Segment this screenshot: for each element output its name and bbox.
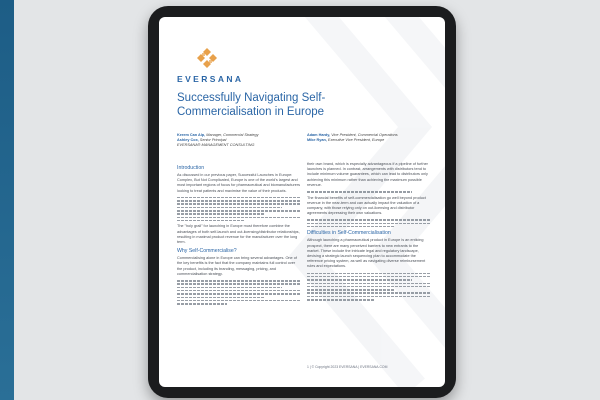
- body-column-right: [307, 162, 431, 301]
- text-line: [177, 300, 301, 302]
- paragraph: Although launching a pharmaceutical product in Europe is an enticing prospect, there are many perceived barriers to new entrants to the market. These include the intricate legal and regulatory landscape, devising a strategic launch sequencing plan to accommodate the reference pricing system, as well as navigating diverse reimbursement rules and expectations.: [307, 238, 426, 269]
- text-line: [177, 280, 301, 282]
- text-line: [177, 303, 227, 305]
- text-line: [307, 223, 431, 225]
- text-line: [177, 200, 301, 202]
- text-line: [177, 283, 301, 285]
- text-line: [307, 276, 431, 278]
- side-accent-stripe: [0, 0, 14, 400]
- text-line: [307, 299, 375, 301]
- section-heading: Why Self-Commercialise?: [177, 248, 237, 255]
- text-line: [177, 197, 301, 199]
- text-line: [307, 219, 431, 221]
- text-line: [307, 296, 431, 298]
- document-title: Successfully Navigating Self-Commercialisation in Europe: [177, 92, 326, 118]
- author-line: EVERSANA® MANAGEMENT CONSULTING: [177, 143, 255, 148]
- page-footer: 1 | © Copyright 2023 EVERSANA | EVERSANA.COM: [307, 365, 388, 369]
- text-line: [177, 293, 301, 295]
- text-line: [307, 273, 431, 275]
- text-line: [177, 203, 301, 205]
- document-page[interactable]: [159, 17, 445, 387]
- text-line: [307, 279, 412, 281]
- text-line: [177, 297, 264, 299]
- paragraph: The financial benefits of self-commercialisation go well beyond product revenue in the near-term and can actually impact the valuation of a company, with those relying only on out-licensing and distributor agreements depressing their own valuations.: [307, 195, 426, 216]
- author-line: Ashley Cox, Senior Principal: [177, 138, 227, 143]
- author-line: Kerem Can Alp, Manager, Commercial Strategy: [177, 133, 259, 137]
- tablet-device: [148, 6, 456, 398]
- author-line: Adam Hardy, Vice President, Commercial Operations: [307, 133, 398, 137]
- text-line: [177, 217, 301, 219]
- text-line: [307, 226, 394, 228]
- text-line: [307, 191, 412, 193]
- paragraph: their own brand, which is especially advantageous if a pipeline of further launches is planned. In contrast, arrangements with distributors tend to include minimum volume guarantees, which can lead to distributors only achieving this minimum rather than achieving the maximum possible revenue.: [307, 162, 428, 187]
- section-heading: Introduction: [177, 165, 205, 171]
- paragraph: Commercialising alone in Europe can bring several advantages. One of the key benefits is the fact that the company maintains full control over the product, including its branding, messaging, pricing, and commercialisation strategy.: [177, 256, 297, 276]
- section-heading: Difficulties in Self-Commercialisation: [307, 230, 391, 237]
- text-line: [177, 287, 282, 289]
- body-column-left: [177, 162, 301, 305]
- author-column-left: [177, 133, 259, 149]
- text-line: [307, 289, 394, 291]
- author-line: Mike Ryan, Executive Vice President, Europe: [307, 138, 385, 143]
- brand-name: EVERSANA: [177, 74, 244, 84]
- text-line: [177, 213, 264, 215]
- text-line: [177, 210, 301, 212]
- paragraph: As discussed in our previous paper, Successful Launches in Europe: Complex, But Not Complicated, Europe is one of the world's largest and most important regions of focus for pharmaceutical and biomanufacturers looking to treat patients and maximise the value of their products.: [177, 173, 301, 193]
- paragraph: The "holy grail" for launching in Europe must therefore combine the advantages of both self-launch and out-licensing/distributor relationships, resulting in maximal product revenue for the manufacturer over the long term.: [177, 224, 300, 244]
- eversana-logo-icon: [196, 47, 218, 69]
- text-line: [307, 283, 431, 285]
- text-line: [307, 286, 431, 288]
- text-line: [177, 207, 282, 209]
- text-line: [177, 290, 301, 292]
- text-line: [177, 220, 245, 222]
- author-column-right: [307, 133, 398, 143]
- text-line: [307, 292, 431, 294]
